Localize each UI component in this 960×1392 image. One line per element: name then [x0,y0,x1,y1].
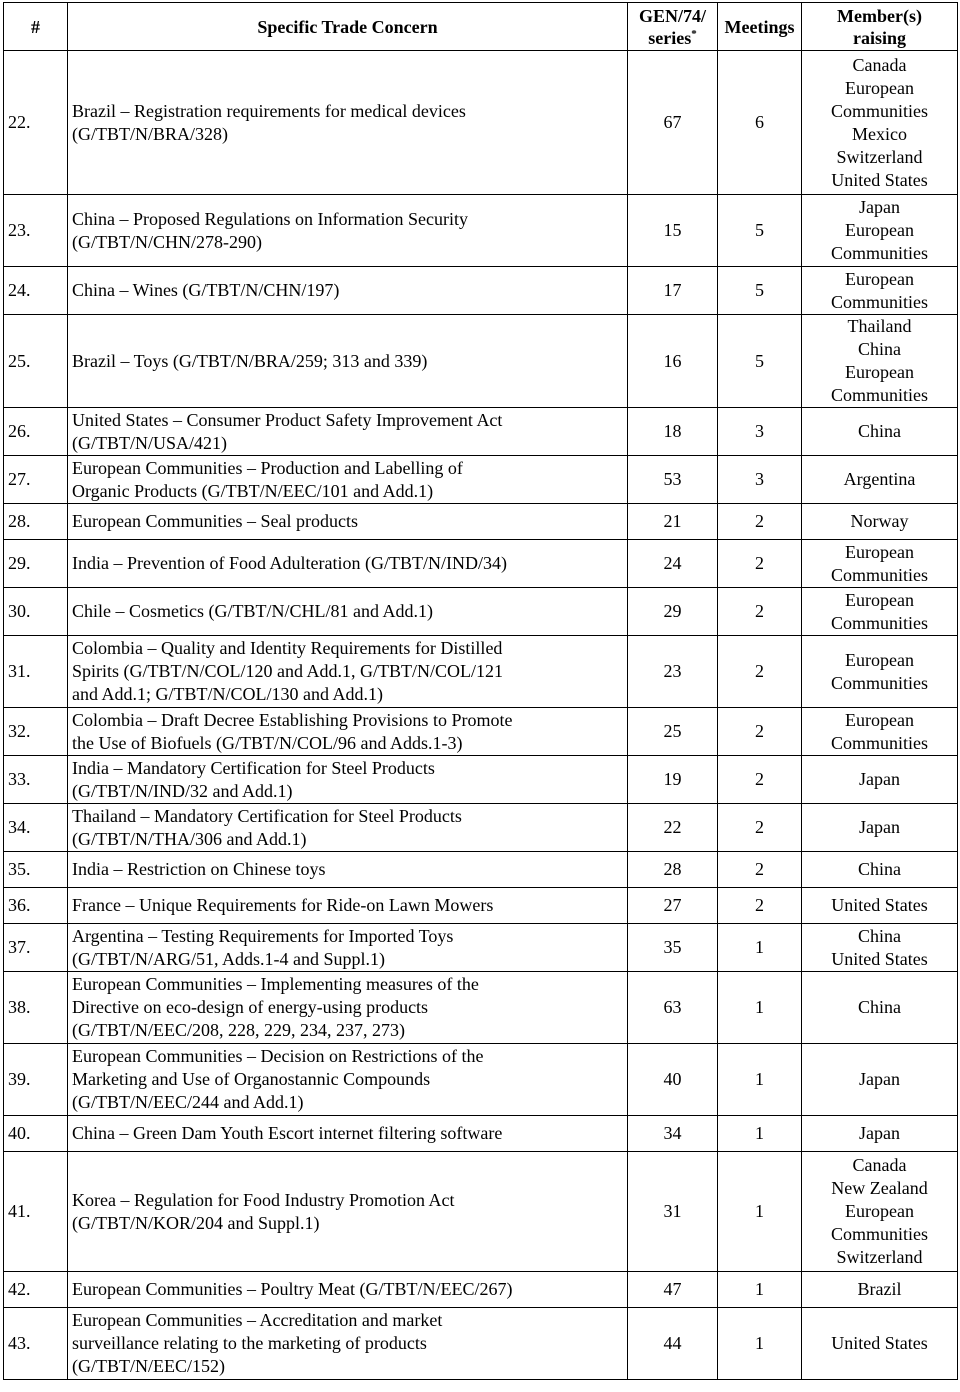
member-name: Brazil [857,1279,902,1299]
row-gen-series: 16 [628,315,718,408]
row-gen-series: 31 [628,1152,718,1272]
row-meetings: 5 [718,315,802,408]
concern-line: France – Unique Requirements for Ride-on Lawn Mowers [72,895,494,915]
concern-line: (G/TBT/N/USA/421) [72,432,227,453]
member-name: United States [831,169,928,190]
table-row [4,267,958,315]
concern-line: China – Proposed Regulations on Information Security [72,208,468,229]
row-gen-series: 25 [628,708,718,756]
header-members-line2: raising [852,27,906,48]
row-gen-series: 22 [628,804,718,852]
member-name: European [845,541,914,562]
table-row [4,1116,958,1152]
row-concern [68,456,628,504]
row-meetings: 3 [718,408,802,456]
row-members [802,504,958,540]
row-members [802,267,958,315]
concern-line: European Communities – Implementing measures of the [72,974,479,994]
row-gen-series: 47 [628,1272,718,1308]
row-concern [68,195,628,267]
row-members [802,1116,958,1152]
header-number: # [4,3,68,51]
row-concern [68,1308,628,1380]
table-row [4,708,958,756]
row-meetings: 3 [718,456,802,504]
member-name: Argentina [843,469,916,489]
table-row [4,315,958,408]
row-members [802,195,958,267]
row-concern [68,504,628,540]
row-members [802,408,958,456]
table-row [4,1272,958,1308]
row-meetings: 1 [718,1308,802,1380]
row-gen-series: 18 [628,408,718,456]
row-concern [68,408,628,456]
row-members [802,1044,958,1116]
row-number: 38. [4,972,68,1044]
row-number: 22. [4,51,68,195]
member-name: China [858,997,901,1017]
concern-line: European Communities – Accreditation and market [72,1310,443,1330]
table-row [4,1308,958,1380]
member-name: Communities [830,291,928,312]
row-members [802,852,958,888]
header-gen-series [628,3,718,51]
row-members [802,756,958,804]
row-gen-series: 44 [628,1308,718,1380]
concern-line: the Use of Biofuels (G/TBT/N/COL/96 and Adds.1-3) [72,732,463,753]
member-name: European [845,1201,914,1221]
row-gen-series: 67 [628,51,718,195]
concern-line: Brazil – Registration requirements for medical devices [72,100,466,121]
table-row [4,504,958,540]
member-name: Switzerland [836,1247,923,1267]
row-number: 24. [4,267,68,315]
row-meetings: 6 [718,51,802,195]
member-name: United States [831,1333,928,1353]
member-name: Japan [859,197,900,217]
row-concern [68,315,628,408]
header-concern: Specific Trade Concern [68,3,628,51]
row-members [802,540,958,588]
concern-line: Brazil – Toys (G/TBT/N/BRA/259; 313 and 339) [72,350,428,371]
row-gen-series: 28 [628,852,718,888]
row-meetings: 2 [718,540,802,588]
row-concern [68,636,628,708]
concern-line: China – Green Dam Youth Escort internet filtering software [72,1123,503,1143]
row-number: 35. [4,852,68,888]
row-concern [68,1044,628,1116]
member-name: China [858,925,901,946]
member-name: Communities [830,672,928,693]
table-header-row [4,3,958,51]
header-gen-line1: GEN/74/ [638,5,706,26]
row-number: 34. [4,804,68,852]
row-number: 32. [4,708,68,756]
member-name: Mexico [852,123,907,144]
row-gen-series: 17 [628,267,718,315]
row-number: 37. [4,924,68,972]
concern-line: surveillance relating to the marketing of products [72,1333,427,1353]
table-row [4,408,958,456]
row-members [802,1308,958,1380]
row-number: 27. [4,456,68,504]
row-meetings: 1 [718,1152,802,1272]
table-row [4,51,958,195]
row-concern [68,924,628,972]
member-name: Canada [852,1155,907,1175]
concern-line: (G/TBT/N/EEC/152) [72,1356,225,1376]
member-name: European [845,649,914,670]
concern-line: Colombia – Quality and Identity Requirements for Distilled [72,638,503,658]
row-number: 26. [4,408,68,456]
row-members [802,804,958,852]
member-name: Switzerland [836,146,923,167]
row-meetings: 2 [718,756,802,804]
row-gen-series: 63 [628,972,718,1044]
row-meetings: 2 [718,636,802,708]
header-gen-line2: series [648,27,692,48]
row-concern [68,540,628,588]
member-name: Japan [859,817,900,837]
row-number: 41. [4,1152,68,1272]
trade-concerns-table [3,2,958,1380]
member-name: Communities [830,564,928,585]
row-gen-series: 53 [628,456,718,504]
table-row [4,924,958,972]
row-concern [68,756,628,804]
member-name: China [858,339,901,359]
table-row [4,888,958,924]
row-concern [68,708,628,756]
row-meetings: 5 [718,267,802,315]
concern-line: (G/TBT/N/THA/306 and Add.1) [72,828,307,849]
row-concern [68,972,628,1044]
member-name: China [858,859,901,879]
concern-line: European Communities – Seal products [72,511,358,531]
row-meetings: 1 [718,1044,802,1116]
row-members [802,972,958,1044]
concern-line: Spirits (G/TBT/N/COL/120 and Add.1, G/TBT/N/COL/121 [72,661,503,681]
concern-line: India – Restriction on Chinese toys [72,859,326,879]
table-row [4,456,958,504]
row-members [802,636,958,708]
concern-line: (G/TBT/N/EEC/244 and Add.1) [72,1092,304,1112]
row-gen-series: 27 [628,888,718,924]
row-members [802,924,958,972]
table-row [4,1152,958,1272]
row-members [802,456,958,504]
concern-line: Directive on eco-design of energy-using products [72,997,429,1017]
row-meetings: 1 [718,972,802,1044]
concern-line: Korea – Regulation for Food Industry Promotion Act [72,1189,455,1210]
concern-line: and Add.1; G/TBT/N/COL/130 and Add.1) [72,684,383,704]
row-concern [68,1272,628,1308]
concern-line: (G/TBT/N/KOR/204 and Suppl.1) [72,1212,320,1233]
row-meetings: 2 [718,888,802,924]
row-number: 43. [4,1308,68,1380]
row-number: 23. [4,195,68,267]
table-row [4,852,958,888]
table-row [4,756,958,804]
row-meetings: 1 [718,924,802,972]
member-name: Japan [859,769,900,789]
concern-line: United States – Consumer Product Safety Improvement Act [72,409,503,430]
row-gen-series: 40 [628,1044,718,1116]
row-concern [68,267,628,315]
row-gen-series: 29 [628,588,718,636]
row-number: 39. [4,1044,68,1116]
member-name: United States [831,895,928,915]
row-meetings: 1 [718,1116,802,1152]
row-meetings: 1 [718,1272,802,1308]
row-members [802,588,958,636]
row-gen-series: 23 [628,636,718,708]
row-concern [68,852,628,888]
table-row [4,588,958,636]
member-name: European [845,77,914,98]
concern-line: Thailand – Mandatory Certification for Steel Products [72,805,462,826]
member-name: Canada [852,54,907,75]
concern-line: European Communities – Poultry Meat (G/TBT/N/EEC/267) [72,1279,513,1299]
row-number: 28. [4,504,68,540]
row-gen-series: 21 [628,504,718,540]
row-concern [68,888,628,924]
row-meetings: 2 [718,588,802,636]
row-concern [68,804,628,852]
member-name: Thailand [847,316,912,336]
row-gen-series: 35 [628,924,718,972]
row-meetings: 2 [718,504,802,540]
concern-line: (G/TBT/N/ARG/51, Adds.1-4 and Suppl.1) [72,948,385,969]
row-concern [68,1152,628,1272]
concern-line: Organic Products (G/TBT/N/EEC/101 and Add.1) [72,480,434,501]
concern-line: European Communities – Decision on Restrictions of the [72,1046,484,1066]
member-name: New Zealand [831,1178,928,1198]
row-gen-series: 34 [628,1116,718,1152]
member-name: European [845,589,914,610]
header-gen-footnote: * [691,27,697,40]
row-meetings: 2 [718,804,802,852]
member-name: European [845,220,914,240]
member-name: Communities [830,100,928,121]
row-gen-series: 19 [628,756,718,804]
row-meetings: 5 [718,195,802,267]
row-number: 25. [4,315,68,408]
concern-line: (G/TBT/N/BRA/328) [72,123,228,144]
member-name: Japan [859,1123,900,1143]
header-meetings: Meetings [718,3,802,51]
row-number: 33. [4,756,68,804]
header-members [802,3,958,51]
row-members [802,315,958,408]
concern-line: (G/TBT/N/IND/32 and Add.1) [72,780,293,801]
member-name: Communities [830,243,928,263]
row-number: 31. [4,636,68,708]
member-name: Communities [830,612,928,633]
concern-line: Argentina – Testing Requirements for Imported Toys [72,925,454,946]
member-name: European [845,709,914,730]
row-members [802,1272,958,1308]
row-number: 30. [4,588,68,636]
row-number: 42. [4,1272,68,1308]
concern-line: (G/TBT/N/EEC/208, 228, 229, 234, 237, 273) [72,1020,405,1040]
row-members [802,708,958,756]
row-meetings: 2 [718,708,802,756]
member-name: European [845,362,914,382]
concern-line: China – Wines (G/TBT/N/CHN/197) [72,280,340,300]
concern-line: Chile – Cosmetics (G/TBT/N/CHL/81 and Add.1) [72,601,433,621]
concern-line: Marketing and Use of Organostannic Compounds [72,1069,431,1089]
concern-line: India – Mandatory Certification for Steel Products [72,757,435,778]
member-name: Japan [859,1069,900,1089]
member-name: Communities [830,1224,928,1244]
table-row [4,804,958,852]
concern-line: (G/TBT/N/CHN/278-290) [72,231,262,252]
header-members-line1: Member(s) [837,5,922,26]
concern-line: India – Prevention of Food Adulteration (G/TBT/N/IND/34) [72,553,507,573]
member-name: Communities [830,385,928,405]
row-number: 36. [4,888,68,924]
member-name: European [845,268,914,289]
row-concern [68,1116,628,1152]
row-number: 40. [4,1116,68,1152]
table-row [4,195,958,267]
row-concern [68,51,628,195]
table-body [4,51,958,1380]
row-meetings: 2 [718,852,802,888]
row-concern [68,588,628,636]
row-members [802,1152,958,1272]
table-row [4,972,958,1044]
table-row [4,636,958,708]
row-gen-series: 15 [628,195,718,267]
row-gen-series: 24 [628,540,718,588]
member-name: Communities [830,732,928,753]
row-members [802,51,958,195]
row-members [802,888,958,924]
row-number: 29. [4,540,68,588]
table-row [4,540,958,588]
member-name: China [858,421,901,441]
table-row [4,1044,958,1116]
member-name: Norway [850,511,909,531]
concern-line: European Communities – Production and Labelling of [72,457,463,478]
concern-line: Colombia – Draft Decree Establishing Provisions to Promote [72,709,513,730]
member-name: United States [831,948,928,969]
